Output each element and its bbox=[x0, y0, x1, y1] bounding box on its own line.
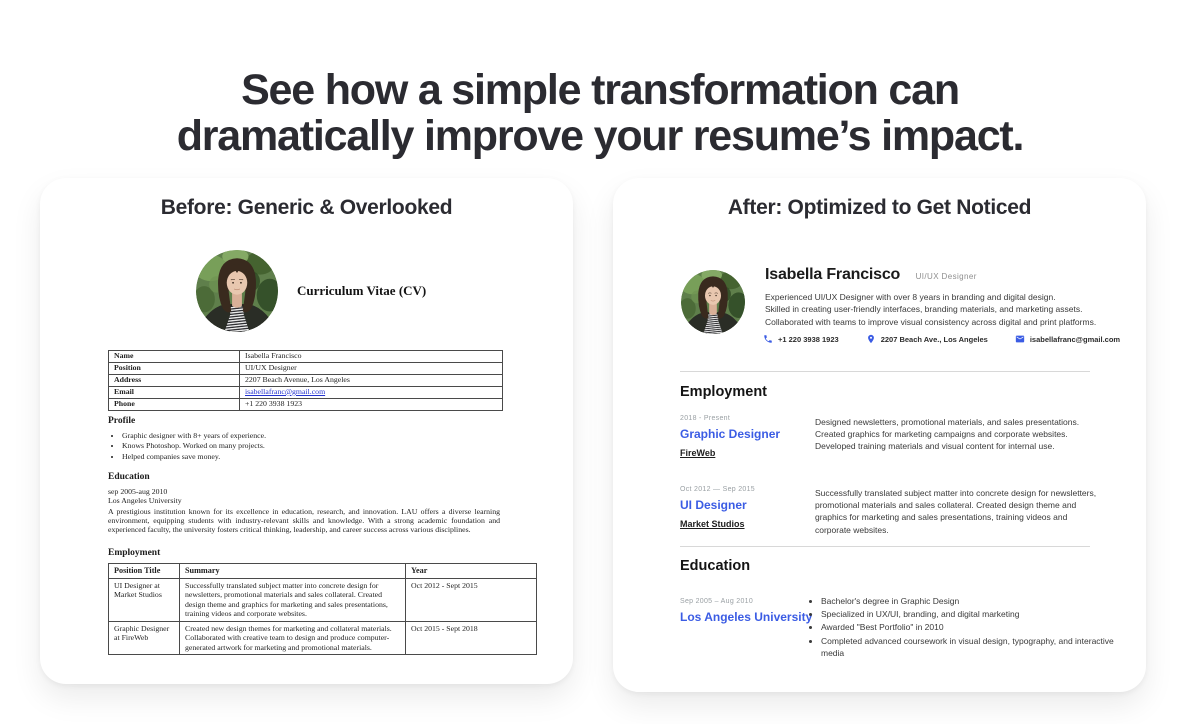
employment-company: FireWeb bbox=[680, 448, 716, 458]
resume-summary-line: Skilled in creating user-friendly interfaces, branding materials, and marketing assets. bbox=[765, 304, 1083, 315]
cv-info-value: UI/UX Designer bbox=[240, 362, 503, 374]
employment-col-summary: Summary bbox=[180, 563, 406, 578]
employment-year: Oct 2012 - Sept 2015 bbox=[406, 578, 537, 621]
resume-role: UI/UX Designer bbox=[915, 272, 977, 281]
cv-info-value: +1 220 3938 1923 bbox=[240, 398, 503, 410]
resume-name: Isabella Francisco bbox=[765, 266, 901, 283]
cv-education-school: Los Angeles University bbox=[108, 496, 182, 506]
employment-dates: 2018 - Present bbox=[680, 415, 731, 422]
cv-info-label: Name bbox=[109, 351, 240, 363]
after-card bbox=[613, 178, 1146, 692]
employment-position: Graphic Designer at FireWeb bbox=[109, 621, 180, 655]
employment-entry-meta bbox=[680, 415, 810, 461]
employment-row bbox=[109, 621, 537, 655]
page-title-line1: See how a simple transformation can bbox=[241, 65, 959, 114]
employment-dates: Oct 2012 — Sep 2015 bbox=[680, 486, 755, 493]
page-title-line2: dramatically improve your resume’s impact. bbox=[176, 111, 1024, 160]
employment-row bbox=[109, 578, 537, 621]
cv-info-value: 2207 Beach Avenue, Los Angeles bbox=[240, 374, 503, 386]
resume-summary-line: Experienced UI/UX Designer with over 8 years in branding and digital design. bbox=[765, 292, 1056, 302]
resume-name-row bbox=[765, 266, 977, 284]
cv-profile-bullets bbox=[111, 431, 506, 461]
cv-profile-heading: Profile bbox=[108, 416, 136, 426]
contact-phone bbox=[763, 334, 839, 344]
cv-info-label: Phone bbox=[109, 398, 240, 410]
education-dates: Sep 2005 – Aug 2010 bbox=[680, 598, 754, 605]
page-title bbox=[0, 67, 1200, 159]
employment-header-row bbox=[109, 563, 537, 578]
contact-address-text: 2207 Beach Ave., Los Angeles bbox=[880, 334, 988, 344]
employment-entry-meta bbox=[680, 486, 810, 532]
cv-education-description: A prestigious institution known for its excellence in education, research, and innovation. LAU offers a diverse learning environment, equipping students with industry-relevant skills and knowledge. With a strong academic foundation and experienced faculty, the university fosters critical thinking, leadership, and career success across various disciplines. bbox=[108, 506, 500, 535]
resume-summary-line: Collaborated with teams to improve visual consistency across digital and print platforms. bbox=[765, 316, 1097, 327]
employment-title: UI Designer bbox=[680, 498, 747, 512]
cv-profile-bullet: • Graphic designer with 8+ years of experience. bbox=[122, 431, 506, 440]
resume-summary bbox=[765, 291, 1113, 328]
contact-email-text: isabellafranc@gmail.com bbox=[1029, 334, 1121, 344]
education-school: Los Angeles University bbox=[680, 610, 813, 624]
employment-company: Market Studios bbox=[680, 519, 745, 529]
profile-photo bbox=[681, 270, 745, 334]
education-bullet: • Bachelor's degree in Graphic Design bbox=[821, 595, 1121, 607]
phone-icon bbox=[763, 334, 773, 344]
cv-info-row bbox=[109, 374, 503, 386]
cv-info-row bbox=[109, 351, 503, 363]
cv-info-label: Position bbox=[109, 362, 240, 374]
employment-summary: Created new design themes for marketing and collateral materials. Collaborated with creative team to design and produce computer-generated artwork for marketing and promotional materials. bbox=[180, 621, 406, 655]
cv-info-label: Address bbox=[109, 374, 240, 386]
cv-info-table bbox=[108, 350, 503, 411]
employment-description: Successfully translated subject matter into concrete design for newsletters, promotional materials and sales collateral. Created design theme and graphics for marketing and sales presentations, training videos and corporate websites. bbox=[815, 488, 1097, 535]
cv-employment-table bbox=[108, 563, 537, 656]
contact-address bbox=[866, 334, 988, 344]
employment-col-year: Year bbox=[406, 563, 537, 578]
employment-summary: Successfully translated subject matter into concrete design for newsletters, promotional materials and sales collateral. Created design theme and graphics for marketing and sales presentations, training videos and corporate websites. bbox=[180, 578, 406, 621]
divider bbox=[680, 546, 1090, 547]
employment-title: Graphic Designer bbox=[680, 427, 781, 441]
cv-profile-bullet: • Knows Photoshop. Worked on many projects. bbox=[122, 441, 506, 450]
divider bbox=[680, 371, 1090, 372]
cv-employment-heading: Employment bbox=[108, 547, 161, 558]
cv-education-dates: sep 2005-aug 2010 bbox=[108, 487, 168, 497]
cv-document-title: Curriculum Vitae (CV) bbox=[297, 283, 427, 298]
cv-info-row bbox=[109, 386, 503, 398]
employment-year: Oct 2015 - Sept 2018 bbox=[406, 621, 537, 655]
resume-employment-heading: Employment bbox=[680, 384, 768, 400]
education-bullet: • Completed advanced coursework in visual design, typography, and interactive media bbox=[821, 635, 1121, 659]
cv-info-label: Email bbox=[109, 386, 240, 398]
cv-info-value: Isabella Francisco bbox=[240, 351, 503, 363]
contact-email[interactable] bbox=[1015, 334, 1120, 344]
employment-position: UI Designer at Market Studios bbox=[109, 578, 180, 621]
cv-info-value bbox=[240, 386, 503, 398]
education-entry-meta bbox=[680, 598, 813, 624]
email-icon bbox=[1015, 334, 1025, 344]
profile-photo bbox=[196, 250, 278, 332]
education-bullet: • Specialized in UX/UI, branding, and digital marketing bbox=[821, 608, 1121, 620]
cv-education-heading: Education bbox=[108, 472, 150, 483]
contact-phone-text: +1 220 3938 1923 bbox=[778, 334, 839, 344]
cv-info-row bbox=[109, 398, 503, 410]
email-link[interactable]: isabellafranc@gmail.com bbox=[245, 386, 326, 396]
before-card bbox=[40, 178, 573, 684]
after-card-title: After: Optimized to Get Noticed bbox=[727, 196, 1032, 219]
cv-info-row bbox=[109, 362, 503, 374]
employment-description: Designed newsletters, promotional materials, and sales presentations. Created graphics for marketing campaigns and corporate websites. Developed training materials and visual content for internal use. bbox=[815, 417, 1080, 452]
education-bullet: • Awarded "Best Portfolio" in 2010 bbox=[821, 621, 1121, 633]
before-card-title: Before: Generic & Overlooked bbox=[160, 196, 453, 219]
education-bullets bbox=[809, 595, 1121, 660]
cv-body bbox=[108, 416, 506, 655]
resume-education-heading: Education bbox=[680, 558, 751, 574]
location-icon bbox=[866, 334, 876, 344]
cv-profile-bullet: • Helped companies save money. bbox=[122, 452, 506, 461]
resume-contact-row bbox=[763, 334, 1120, 344]
employment-col-position: Position Title bbox=[109, 563, 180, 578]
